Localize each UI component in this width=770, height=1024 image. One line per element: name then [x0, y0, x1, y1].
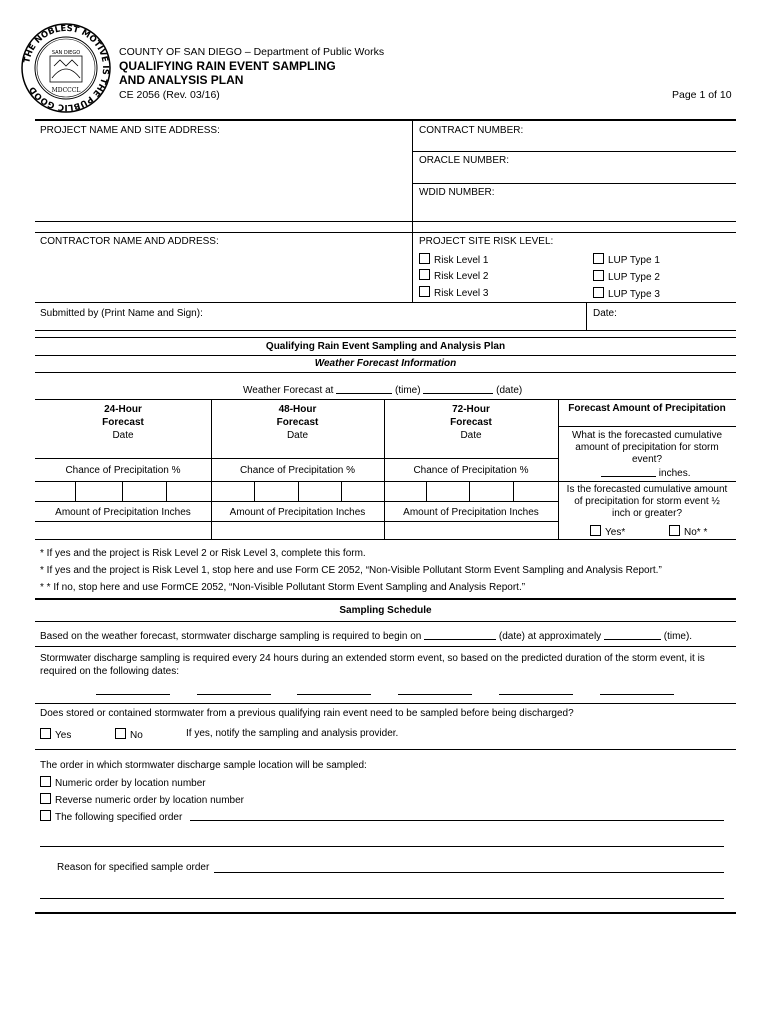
risk-level-2-checkbox[interactable]: Risk Level 2: [419, 269, 488, 282]
forecast-no-checkbox[interactable]: No* *: [669, 525, 707, 538]
date-label-48h: Date: [286, 430, 309, 441]
page-number: Page 1 of 10: [672, 89, 732, 101]
note-2: * If yes and the project is Risk Level 1, stop here and use Form CE 2052, “Non-Visible Pollutant Storm Event Sampling and Analysis Report.”: [40, 565, 662, 576]
svg-text:MDCCCL: MDCCCL: [51, 87, 81, 94]
project-name-field[interactable]: PROJECT NAME AND SITE ADDRESS:: [40, 125, 220, 136]
reason-field[interactable]: [214, 872, 724, 873]
section-title: Qualifying Rain Event Sampling and Analysis Plan: [265, 341, 506, 352]
date-label-72h: Date: [460, 430, 482, 441]
contract-number-field[interactable]: CONTRACT NUMBER:: [419, 125, 524, 136]
sampling-start-line[interactable]: Based on the weather forecast, stormwater discharge sampling is required to begin on (date) at approximately (time).: [40, 631, 693, 642]
svg-text:THE NOBLEST MOTIVE IS THE PUBL: THE NOBLEST MOTIVE IS THE PUBLIC GOOD: [22, 23, 111, 113]
submitted-by-field[interactable]: Submitted by (Print Name and Sign):: [40, 308, 203, 319]
amount-label-24h: Amount of Precipitation Inches: [55, 507, 191, 518]
date-field-2[interactable]: [197, 694, 271, 695]
rule: [35, 119, 736, 121]
amount-label-72h: Amount of Precipitation Inches: [403, 507, 539, 518]
lup-type-1-checkbox[interactable]: LUP Type 1: [593, 253, 660, 266]
risk-level-label: PROJECT SITE RISK LEVEL:: [419, 236, 554, 247]
amount-label-48h: Amount of Precipitation Inches: [229, 507, 366, 518]
reason-field-2[interactable]: [40, 898, 724, 899]
sample-order-question: The order in which stormwater discharge sample location will be sampled:: [40, 760, 367, 771]
forecast-amount-header: Forecast Amount of Precipitation: [568, 403, 726, 414]
date-field-6[interactable]: [600, 694, 674, 695]
date-field-1[interactable]: [96, 694, 170, 695]
numeric-order-checkbox[interactable]: Numeric order by location number: [40, 776, 206, 789]
form-number: CE 2056 (Rev. 03/16): [119, 89, 220, 101]
date-label-24h: Date: [112, 430, 134, 441]
forecast-amount-question: What is the forecasted cumulative amount of precipitation for storm event?: [571, 430, 723, 465]
risk-level-1-checkbox[interactable]: Risk Level 1: [419, 253, 488, 266]
stored-yes-checkbox[interactable]: Yes: [40, 728, 71, 741]
weather-subtitle: Weather Forecast Information: [314, 358, 457, 369]
reason-label: Reason for specified sample order: [57, 862, 210, 873]
oracle-number-field[interactable]: ORACLE NUMBER:: [419, 155, 510, 166]
half-inch-question: Is the forecasted cumulative amount of precipitation for storm event ½ inch or greater?: [566, 484, 728, 519]
contractor-field[interactable]: CONTRACTOR NAME AND ADDRESS:: [40, 236, 219, 247]
note-3: * * If no, stop here and use FormCE 2052, “Non-Visible Pollutant Storm Event Sampling and Analysis Report.”: [40, 582, 526, 593]
reverse-order-checkbox[interactable]: Reverse numeric order by location number: [40, 793, 244, 806]
lup-type-2-checkbox[interactable]: LUP Type 2: [593, 270, 660, 283]
specified-order-field-2[interactable]: [40, 846, 724, 847]
col-24h-header: 24-Hour Forecast: [102, 404, 144, 428]
stored-no-checkbox[interactable]: No: [115, 728, 143, 741]
sampling-schedule-title: Sampling Schedule: [339, 605, 432, 616]
form-title-line1: QUALIFYING RAIN EVENT SAMPLING: [119, 59, 336, 73]
date-field-4[interactable]: [398, 694, 472, 695]
sampling-interval-text: Stormwater discharge sampling is required every 24 hours during an extended storm event, so based on the predicted duration of the storm event, it is required on the following dates:: [40, 653, 705, 677]
chance-label-24h: Chance of Precipitation %: [65, 465, 181, 476]
wdid-number-field[interactable]: WDID NUMBER:: [419, 187, 495, 198]
col-72h-header: 72-Hour Forecast: [450, 404, 492, 428]
svg-text:SAN DIEGO: SAN DIEGO: [51, 50, 81, 56]
forecast-yes-checkbox[interactable]: Yes*: [590, 525, 625, 538]
stored-stormwater-question: Does stored or contained stormwater from a previous qualifying rain event need to be sampled before being discharged?: [40, 708, 574, 719]
risk-level-3-checkbox[interactable]: Risk Level 3: [419, 286, 488, 299]
lup-type-3-checkbox[interactable]: LUP Type 3: [593, 287, 660, 300]
org-name: COUNTY OF SAN DIEGO – Department of Public Works: [119, 46, 385, 58]
col-48h-header: 48-Hour Forecast: [276, 404, 319, 428]
notify-provider-text: If yes, notify the sampling and analysis provider.: [186, 728, 399, 739]
forecast-at-line[interactable]: Weather Forecast at (time) (date): [243, 385, 523, 396]
county-seal: [20, 22, 112, 114]
forecast-inches-field[interactable]: inches.: [601, 467, 690, 479]
chance-label-48h: Chance of Precipitation %: [239, 465, 356, 476]
chance-label-72h: Chance of Precipitation %: [413, 465, 529, 476]
date-field-3[interactable]: [297, 694, 371, 695]
form-title-line2: AND ANALYSIS PLAN: [119, 73, 244, 87]
specified-order-checkbox[interactable]: The following specified order: [40, 810, 182, 823]
date-field[interactable]: Date:: [593, 308, 617, 319]
note-1: * If yes and the project is Risk Level 2 or Risk Level 3, complete this form.: [40, 548, 366, 559]
date-field-5[interactable]: [499, 694, 573, 695]
specified-order-field[interactable]: [190, 820, 724, 821]
